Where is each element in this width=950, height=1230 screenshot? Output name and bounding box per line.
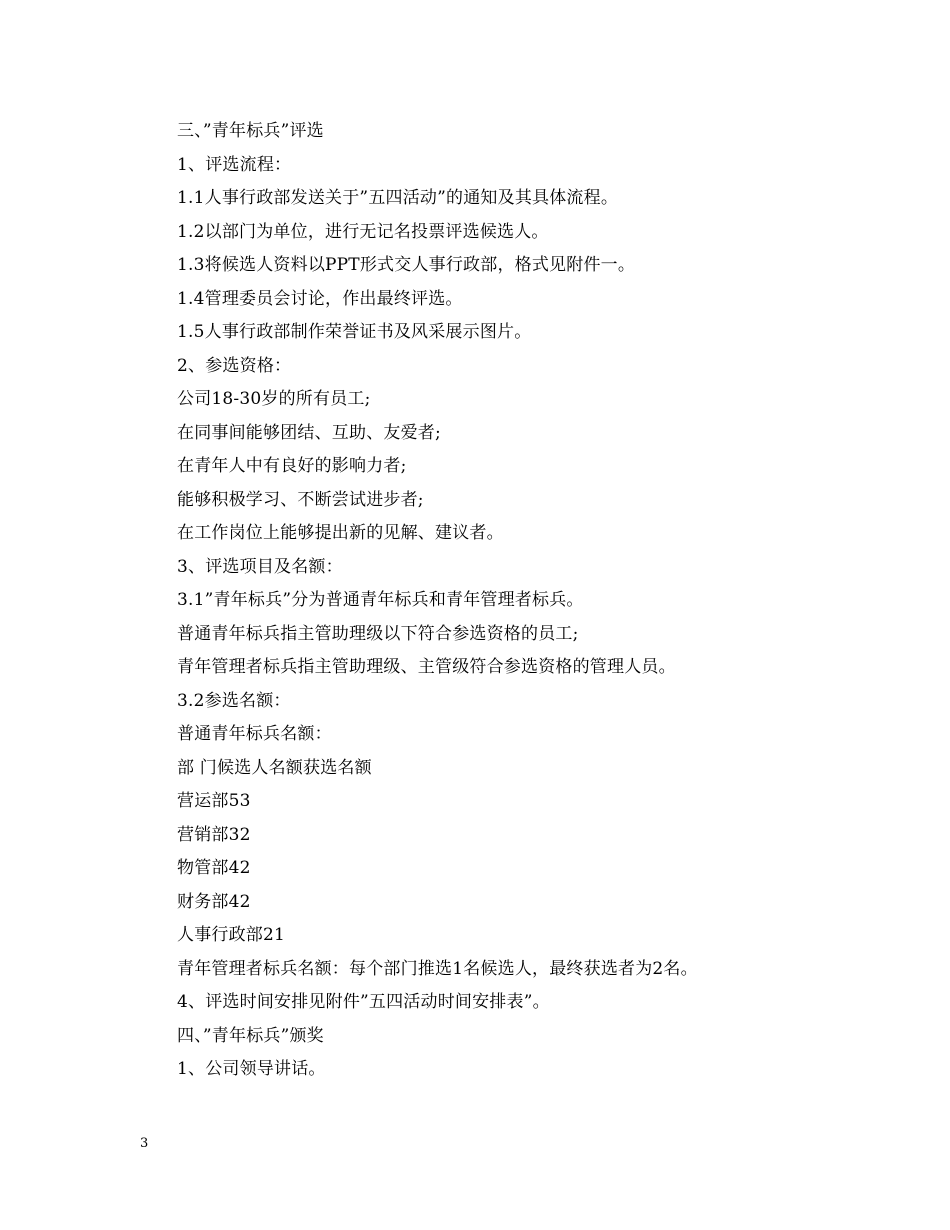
quota-row: 营运部53: [177, 791, 251, 811]
paragraph-line: 3.1”青年标兵”分为普通青年标兵和青年管理者标兵。: [177, 590, 584, 610]
quota-table-header: 部 门候选人名额获选名额: [177, 757, 372, 778]
paragraph-line: 在青年人中有良好的影响力者;: [177, 456, 407, 476]
paragraph-line: 能够积极学习、不断尝试进步者;: [177, 489, 424, 510]
paragraph-line: 1.2以部门为单位，进行无记名投票评选候选人。: [177, 221, 549, 242]
paragraph-line: 普通青年标兵指主管助理级以下符合参选资格的员工;: [177, 623, 579, 644]
paragraph-line: 1.3将候选人资料以PPT形式交人事行政部，格式见附件一。: [177, 255, 636, 275]
paragraph-line: 1.5人事行政部制作荣誉证书及风采展示图片。: [177, 322, 532, 342]
document-body: [177, 115, 877, 1087]
quota-row: 财务部42: [177, 891, 251, 912]
paragraph-line: 青年管理者标兵指主管助理级、主管级符合参选资格的管理人员。: [177, 657, 676, 677]
paragraph-line: 青年管理者标兵名额：每个部门推选1名候选人，最终获选者为2名。: [177, 958, 698, 979]
section-heading-youth-model-award: 四、”青年标兵”颁奖: [177, 1025, 324, 1046]
paragraph-line: 1、公司领导讲话。: [177, 1059, 326, 1079]
paragraph-line: 公司18-30岁的所有员工;: [177, 389, 371, 409]
paragraph-line: 1.4管理委员会讨论，作出最终评选。: [177, 288, 463, 309]
subheading-selection-process: 1、评选流程：: [177, 154, 292, 175]
page-number: 3: [140, 1136, 149, 1151]
paragraph-line: 在工作岗位上能够提出新的见解、建议者。: [177, 523, 504, 543]
paragraph-line: 1.1人事行政部发送关于”五四活动”的通知及其具体流程。: [177, 188, 619, 208]
section-heading-youth-model-selection: 三、”青年标兵”评选: [177, 121, 324, 141]
paragraph-line: 普通青年标兵名额：: [177, 724, 332, 744]
paragraph-line: 3.2参选名额：: [177, 690, 291, 711]
quota-row: 物管部42: [177, 858, 251, 878]
quota-row: 人事行政部21: [177, 925, 286, 945]
subheading-categories-and-quotas: 3、评选项目及名额：: [177, 556, 343, 577]
paragraph-line: 4、评选时间安排见附件”五四活动时间安排表”。: [177, 992, 550, 1012]
paragraph-line: 在同事间能够团结、互助、友爱者;: [177, 422, 441, 443]
quota-row: 营销部32: [177, 824, 251, 845]
subheading-eligibility: 2、参选资格：: [177, 355, 292, 376]
